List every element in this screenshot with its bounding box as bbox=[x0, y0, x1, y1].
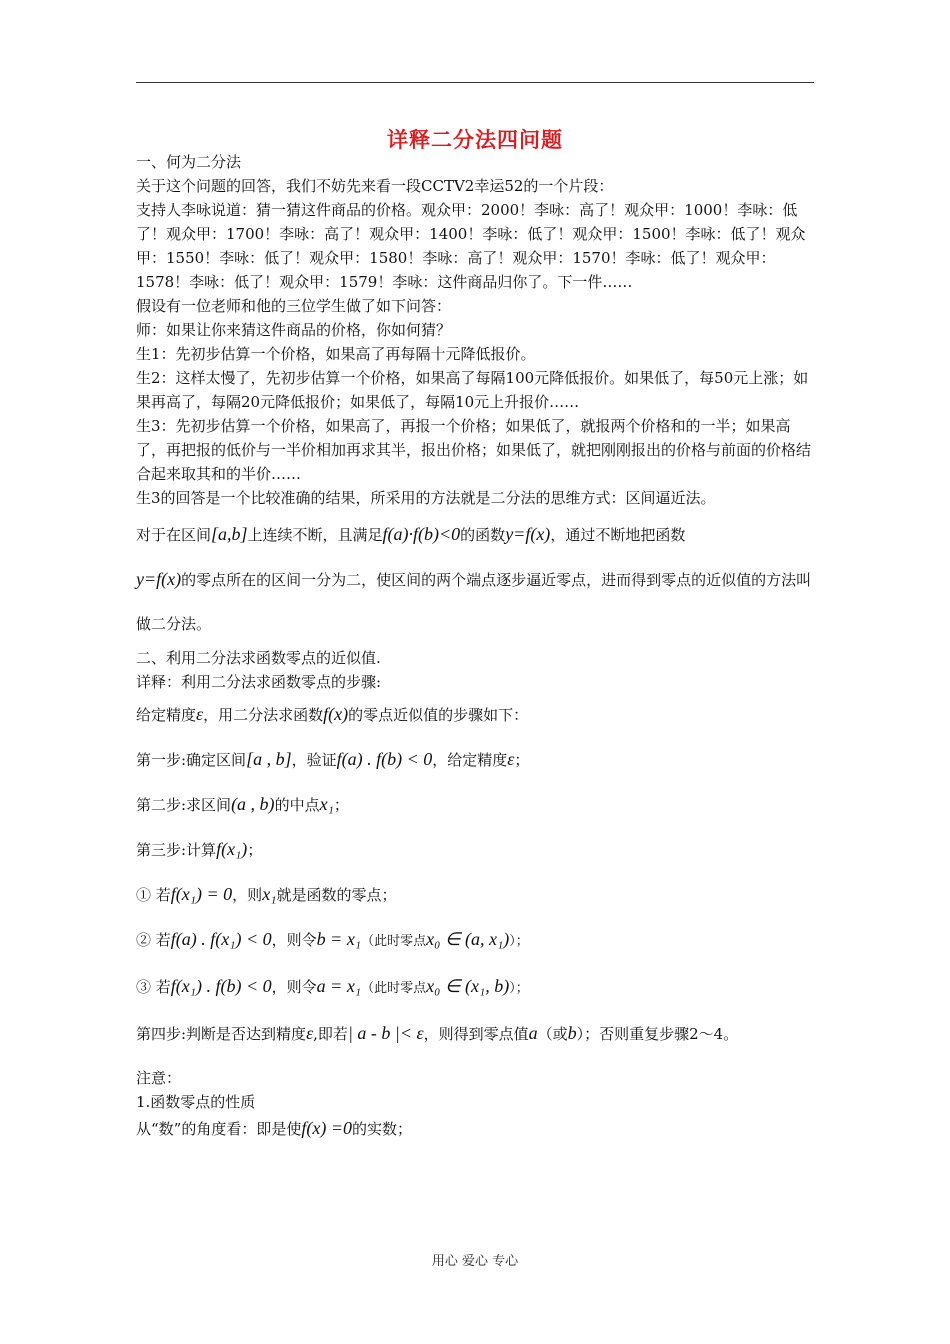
math-membership: x₀ ∈ (a, x₁) bbox=[426, 929, 510, 949]
paragraph: 关于这个问题的回答，我们不妨先来看一段CCTV2幸运52的一个片段： bbox=[136, 177, 614, 195]
math-interval: (a , b) bbox=[231, 794, 275, 814]
section-heading-2: 二、利用二分法求函数零点的近似值. bbox=[136, 649, 381, 667]
paragraph: 假设有一位老师和他的三位学生做了如下问答： bbox=[136, 297, 452, 315]
note-heading: 注意： bbox=[136, 1069, 182, 1087]
step-2: 第二步:求区间(a , b)的中点x₁； bbox=[136, 794, 349, 814]
note-item: 从“数”的角度看：即是使f(x) =0的实数； bbox=[136, 1118, 412, 1138]
math-epsilon: ε bbox=[507, 749, 515, 769]
math-assignment: a = x₁ bbox=[316, 976, 362, 996]
math-assignment: b = x₁ bbox=[316, 929, 362, 949]
paragraph: 给定精度ε，用二分法求函数f(x)的零点近似值的步骤如下： bbox=[136, 704, 529, 724]
math-condition: f(x₁) . f(b) < 0 bbox=[170, 976, 272, 996]
paragraph: 支持人李咏说道：猜一猜这件商品的价格。观众甲：2000！李咏：高了！观众甲：1000！李咏：低了！观众甲：1700！李咏：高了！观众甲：1400！李咏：低了！观众甲：1500！李咏：低了！观众甲：1550！李咏：低了！观众甲：1580！李咏：高了！观众甲：1570！李咏：低了！观众甲：1578！李咏：低了！观众甲：1579！李咏：这件商品归你了。下一件…… bbox=[136, 201, 806, 291]
definition-paragraph: 对于在区间[a,b]上连续不断，且满足f(a)·f(b)<0的函数y=f(x)，通过不断地把函数 y=f(x)的零点所在的区间一分为二，使区间的两个端点逐步逼近零点，进而得到零点的近似值的方法叫做二分法。 bbox=[136, 524, 812, 633]
math-equation: f(x) =0 bbox=[301, 1118, 352, 1138]
paragraph: 生2：这样太慢了，先初步估算一个价格，如果高了每隔100元降低报价。如果低了，每50元上涨；如果再高了，每隔20元降低报价；如果低了，每隔10元上升报价…… bbox=[136, 369, 809, 411]
math-function: y=f(x) bbox=[505, 524, 551, 544]
math-interval: [a,b] bbox=[211, 524, 248, 544]
page-footer: 用心 爱心 专心 bbox=[431, 1254, 519, 1269]
math-condition: f(a) . f(x₁) < 0 bbox=[170, 929, 272, 949]
paragraph: 生3：先初步估算一个价格，如果高了，再报一个价格；如果低了，就报两个价格和的一半；如果高了，再把报的低价与一半价相加再求其半，报出价格；如果低了，就把刚刚报出的价格与前面的价格结合起来取其和的半价…… bbox=[136, 417, 812, 483]
step-1: 第一步:确定区间[a , b]，验证f(a) . f(b) < 0，给定精度ε； bbox=[136, 749, 530, 769]
math-b: b bbox=[567, 1023, 577, 1043]
step-3: 第三步:计算f(x₁)； bbox=[136, 839, 263, 859]
paragraph: 师：如果让你来猜这件商品的价格，你如何猜？ bbox=[136, 321, 452, 339]
math-epsilon: ε bbox=[306, 1023, 314, 1043]
case-1: ① 若f(x₁) = 0，则x₁就是函数的零点； bbox=[136, 884, 397, 904]
math-fx: f(x) bbox=[323, 704, 349, 724]
section-heading-1: 一、何为二分法 bbox=[136, 153, 242, 171]
document-body bbox=[136, 150, 816, 1141]
math-condition: f(a)·f(b)<0 bbox=[382, 524, 461, 544]
case-2: ② 若f(a) . f(x₁) < 0，则令b = x₁（此时零点x₀ ∈ (a, x₁)）； bbox=[136, 929, 529, 949]
math-function: y=f(x) bbox=[136, 569, 182, 589]
note-item: 1.函数零点的性质 bbox=[136, 1093, 256, 1111]
math-a: a bbox=[528, 1023, 538, 1043]
math-membership: x₀ ∈ (x₁, b) bbox=[426, 976, 510, 996]
case-3: ③ 若f(x₁) . f(b) < 0，则令a = x₁（此时零点x₀ ∈ (x₁, b)）； bbox=[136, 976, 529, 996]
math-fx1: f(x₁) bbox=[216, 839, 248, 859]
math-abs: | a - b |< ε bbox=[347, 1023, 424, 1043]
step-4: 第四步:判断是否达到精度ε,即若| a - b |< ε，则得到零点值a（或b）；否则重复步骤2～4。 bbox=[136, 1023, 739, 1043]
paragraph: 生3的回答是一个比较准确的结果，所采用的方法就是二分法的思维方式：区间逼近法。 bbox=[136, 489, 716, 507]
math-x1: x₁ bbox=[262, 884, 277, 904]
page-title: 详释二分法四问题 bbox=[387, 127, 563, 152]
paragraph: 生1：先初步估算一个价格，如果高了再每隔十元降低报价。 bbox=[136, 345, 536, 363]
math-epsilon: ε bbox=[196, 704, 204, 724]
header-rule bbox=[136, 82, 814, 83]
math-condition: f(a) . f(b) < 0 bbox=[336, 749, 433, 769]
math-x1: x₁ bbox=[319, 794, 334, 814]
paragraph: 详释：利用二分法求函数零点的步骤: bbox=[136, 673, 382, 691]
math-condition: f(x₁) = 0 bbox=[170, 884, 233, 904]
math-interval: [a , b] bbox=[246, 749, 292, 769]
